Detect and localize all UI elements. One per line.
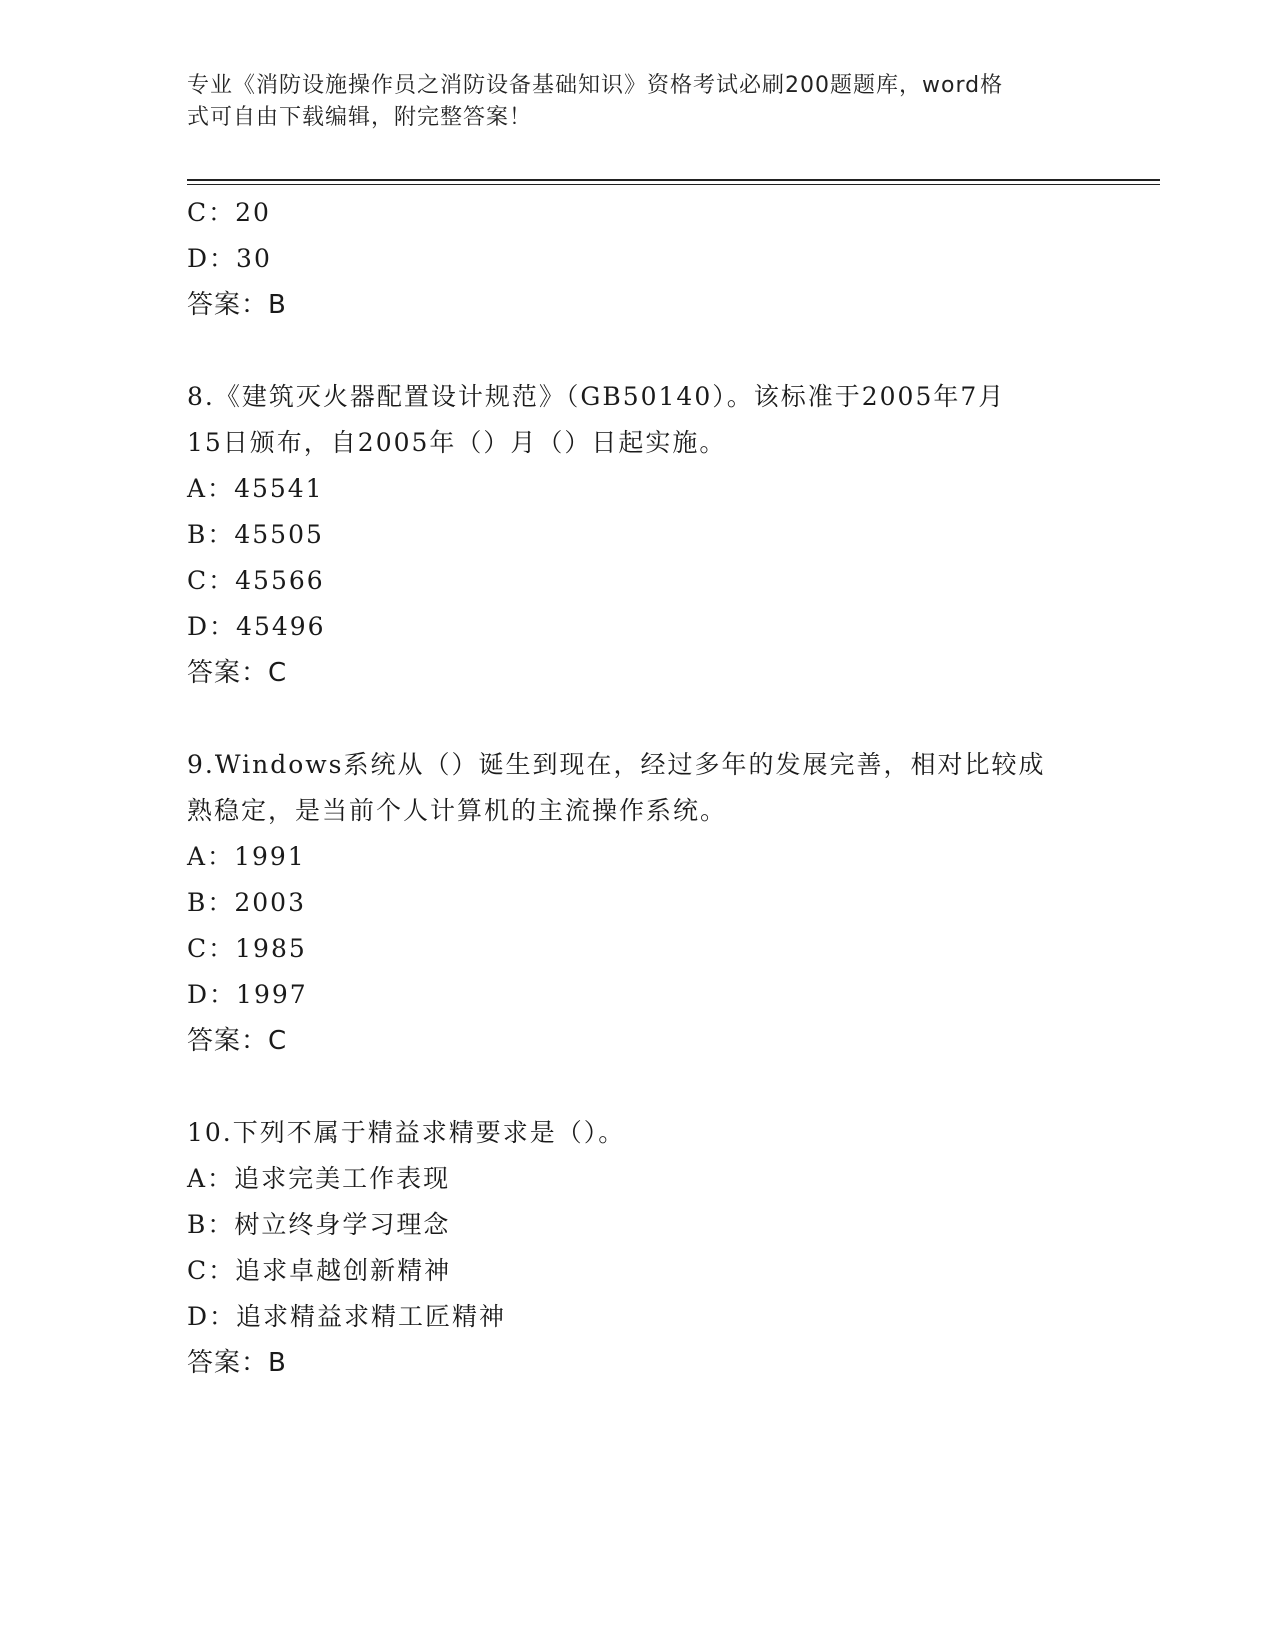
option-label: C： (187, 198, 236, 227)
question-block-8 (187, 374, 1147, 696)
header-line-2: 式可自由下载编辑，附完整答案！ (187, 105, 533, 130)
answer: 答案：B (187, 290, 287, 320)
question-block-10 (187, 1110, 1147, 1386)
header-line-1: 专业《消防设施操作员之消防设备基础知识》资格考试必刷200题题库，word格 (187, 73, 1004, 98)
option-a (187, 466, 1147, 512)
answer: 答案：B (187, 1348, 287, 1378)
answer: 答案：C (187, 1026, 288, 1056)
option-text: 45496 (236, 612, 326, 641)
header-divider-thick (187, 179, 1160, 181)
option-label: C： (187, 1256, 236, 1285)
option-label: C： (187, 566, 236, 595)
option-text: 45541 (234, 474, 324, 503)
option-text: 追求精益求精工匠精神 (236, 1302, 507, 1331)
option-label: A： (187, 1164, 235, 1193)
option-label: D： (187, 980, 237, 1009)
question-block-prev (187, 190, 1147, 328)
option-c (187, 190, 1147, 236)
option-d (187, 604, 1147, 650)
option-label: B： (187, 1210, 235, 1239)
option-d (187, 972, 1147, 1018)
header-divider-thin (187, 184, 1160, 185)
option-text: 树立终身学习理念 (234, 1210, 451, 1239)
option-text: 追求卓越创新精神 (235, 1256, 452, 1285)
option-a (187, 1156, 1147, 1202)
option-c (187, 558, 1147, 604)
option-d (187, 236, 1147, 282)
option-text: 追求完美工作表现 (234, 1164, 451, 1193)
option-label: B： (187, 888, 235, 917)
option-label: D： (187, 244, 237, 273)
question-text: 9.Windows系统从（）诞生到现在，经过多年的发展完善，相对比较成 (187, 750, 1046, 779)
document-body (187, 190, 1147, 1386)
option-text: 2003 (234, 888, 306, 917)
question-text: 15日颁布，自2005年（）月（）日起实施。 (187, 428, 727, 457)
option-c (187, 926, 1147, 972)
option-text: 20 (235, 198, 271, 227)
question-block-9 (187, 742, 1147, 1064)
option-text: 1985 (235, 934, 307, 963)
option-text: 1997 (236, 980, 308, 1009)
option-text: 45505 (234, 520, 324, 549)
option-text: 30 (236, 244, 272, 273)
question-text: 10.下列不属于精益求精要求是（）。 (187, 1118, 626, 1147)
option-text: 1991 (234, 842, 306, 871)
option-b (187, 1202, 1147, 1248)
option-label: C： (187, 934, 236, 963)
page-header (187, 70, 1087, 134)
question-text: 8.《建筑灭火器配置设计规范》（GB50140）。该标准于2005年7月 (187, 382, 1006, 411)
option-text: 45566 (235, 566, 325, 595)
option-b (187, 880, 1147, 926)
option-label: D： (187, 1302, 237, 1331)
option-d (187, 1294, 1147, 1340)
option-label: D： (187, 612, 237, 641)
option-label: A： (187, 842, 235, 871)
option-b (187, 512, 1147, 558)
option-c (187, 1248, 1147, 1294)
answer: 答案：C (187, 658, 288, 688)
question-text: 熟稳定，是当前个人计算机的主流操作系统。 (187, 796, 728, 825)
option-label: A： (187, 474, 235, 503)
option-a (187, 834, 1147, 880)
option-label: B： (187, 520, 235, 549)
